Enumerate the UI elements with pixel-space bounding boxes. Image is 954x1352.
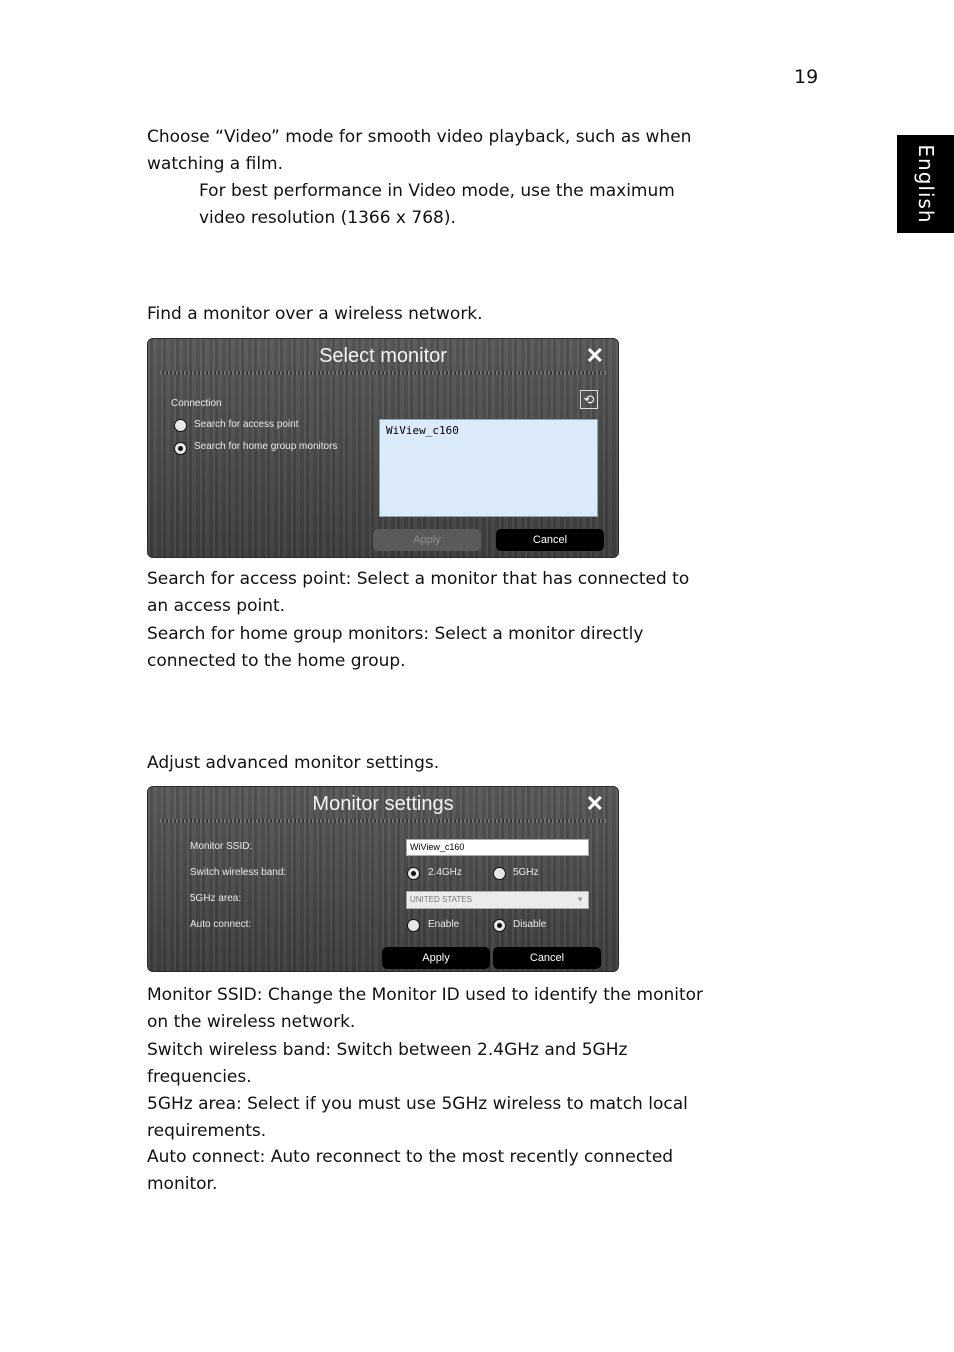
page-number: 19 bbox=[794, 66, 819, 88]
language-tab bbox=[897, 135, 954, 233]
apply-button[interactable]: Apply bbox=[373, 529, 481, 551]
dialog-title: Monitor settings bbox=[312, 793, 454, 815]
access-point-radio[interactable] bbox=[174, 419, 187, 432]
disable-label[interactable]: Disable bbox=[513, 919, 547, 930]
chevron-down-icon: ▼ bbox=[576, 895, 584, 904]
cancel-button[interactable]: Cancel bbox=[493, 947, 601, 969]
select-monitor-desc-1: Search for access point: Select a monitor that has connected to an access point. bbox=[147, 569, 690, 616]
auto-connect-label: Auto connect: bbox=[190, 919, 252, 930]
intro-note: For best performance in Video mode, use the maximum video resolution (1366 x 768). bbox=[199, 181, 675, 228]
ssid-input[interactable]: WiView_c160 bbox=[406, 839, 589, 856]
intro-text: Choose “Video” mode for smooth video playback, such as when watching a film. bbox=[147, 127, 692, 174]
band-24-label[interactable]: 2.4GHz bbox=[428, 867, 462, 878]
enable-label[interactable]: Enable bbox=[428, 919, 460, 930]
list-item[interactable]: WiView_c160 bbox=[386, 424, 459, 437]
close-icon[interactable]: ✕ bbox=[585, 343, 604, 368]
area-select[interactable] bbox=[406, 891, 589, 909]
area-select-value: UNITED STATES bbox=[410, 895, 472, 904]
close-icon[interactable]: ✕ bbox=[585, 791, 604, 816]
apply-button[interactable]: Apply bbox=[382, 947, 490, 969]
select-monitor-desc-2: Search for home group monitors: Select a monitor directly connected to the home group. bbox=[147, 624, 644, 671]
settings-desc-2: Switch wireless band: Switch between 2.4GHz and 5GHz frequencies. bbox=[147, 1040, 628, 1087]
settings-desc-1: Monitor SSID: Change the Monitor ID used to identify the monitor on the wireless network. bbox=[147, 985, 704, 1032]
band-5-radio[interactable] bbox=[493, 867, 506, 880]
access-point-label[interactable]: Search for access point bbox=[194, 419, 299, 430]
monitor-settings-dialog bbox=[147, 786, 619, 972]
enable-radio[interactable] bbox=[407, 919, 420, 932]
band-label: Switch wireless band: bbox=[190, 867, 287, 878]
cancel-button[interactable]: Cancel bbox=[496, 529, 604, 551]
ssid-label: Monitor SSID: bbox=[190, 841, 253, 852]
band-24-radio[interactable] bbox=[407, 867, 420, 880]
band-5-label[interactable]: 5GHz bbox=[513, 867, 539, 878]
connection-label: Connection bbox=[171, 398, 222, 409]
home-group-radio[interactable] bbox=[174, 442, 187, 455]
disable-radio[interactable] bbox=[493, 919, 506, 932]
select-monitor-heading: Find a monitor over a wireless network. bbox=[147, 304, 483, 324]
area-label: 5GHz area: bbox=[190, 893, 242, 904]
dialog-title: Select monitor bbox=[319, 345, 447, 367]
divider bbox=[160, 371, 606, 375]
settings-desc-3: 5GHz area: Select if you must use 5GHz wireless to match local requirements. bbox=[147, 1094, 688, 1141]
refresh-icon[interactable]: ⟲ bbox=[580, 390, 598, 409]
monitor-settings-heading: Adjust advanced monitor settings. bbox=[147, 753, 440, 773]
language-tab-label: English bbox=[913, 144, 938, 224]
divider bbox=[160, 819, 606, 823]
home-group-label[interactable]: Search for home group monitors bbox=[194, 441, 338, 452]
settings-desc-4: Auto connect: Auto reconnect to the most recently connected monitor. bbox=[147, 1147, 674, 1194]
monitor-list[interactable] bbox=[379, 419, 598, 517]
select-monitor-dialog bbox=[147, 338, 619, 558]
